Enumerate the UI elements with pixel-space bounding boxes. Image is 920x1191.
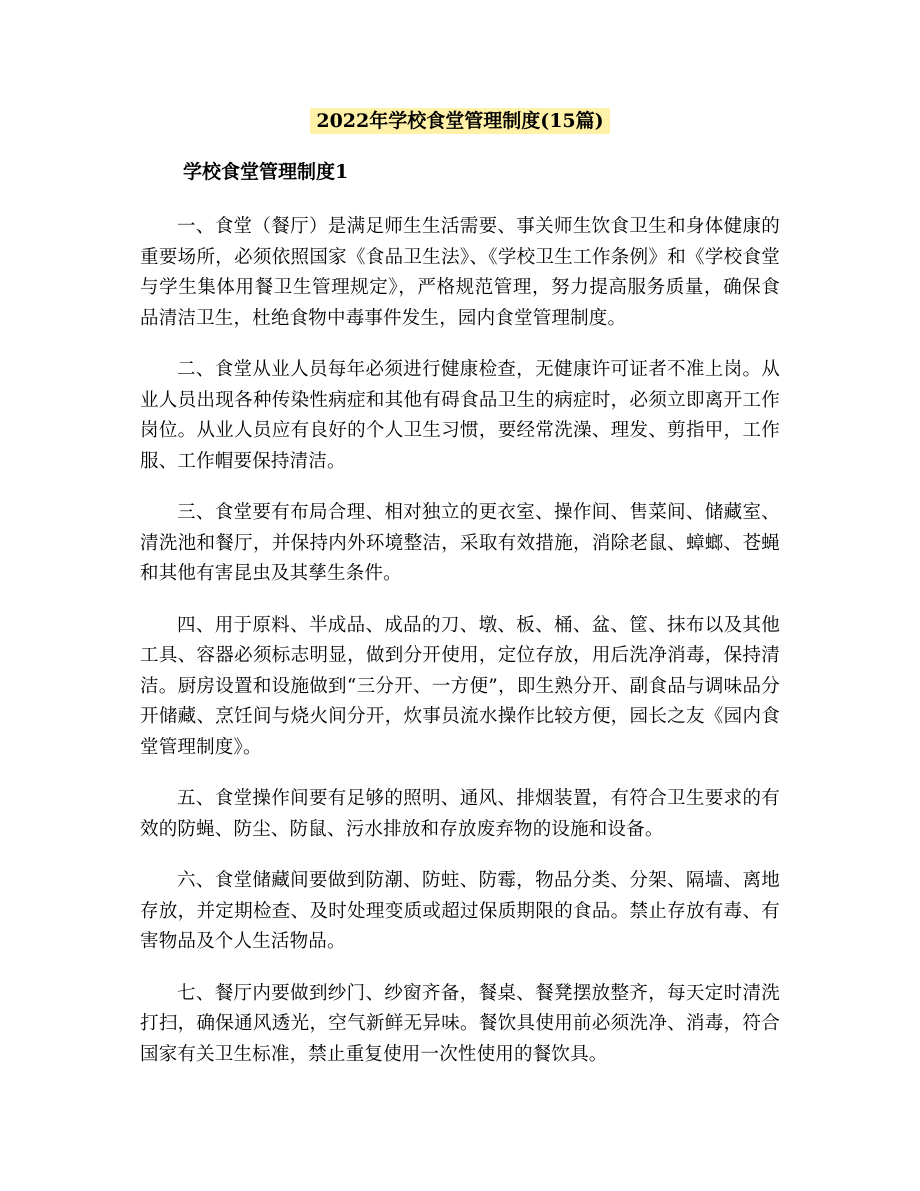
document-title — [0, 106, 920, 136]
document-title-highlight: 2022年学校食堂管理制度(15篇) — [310, 108, 609, 134]
document-body — [140, 212, 780, 1091]
paragraph-7: 七、餐厅内要做到纱门、纱窗齐备，餐桌、餐凳摆放整齐，每天定时清洗打扫，确保通风透光，空气新鲜无异味。餐饮具使用前必须洗净、消毒，符合国家有关卫生标准，禁止重复使用一次性使用的餐饮具。 — [140, 982, 780, 1065]
paragraph-5: 五、食堂操作间要有足够的照明、通风、排烟装置，有符合卫生要求的有效的防蝇、防尘、防鼠、污水排放和存放废弃物的设施和设备。 — [140, 788, 780, 840]
paragraph-2: 二、食堂从业人员每年必须进行健康检查，无健康许可证者不准上岗。从业人员出现各种传染性病症和其他有碍食品卫生的病症时，必须立即离开工作岗位。从业人员应有良好的个人卫生习惯，要经常洗澡、理发、剪指甲，工作服、工作帽要保持清洁。 — [140, 359, 780, 472]
paragraph-6: 六、食堂储藏间要做到防潮、防蛀、防霉，物品分类、分架、隔墙、离地存放，并定期检查、及时处理变质或超过保质期限的食品。禁止存放有毒、有害物品及个人生活物品。 — [140, 870, 780, 952]
section-heading: 学校食堂管理制度1 — [183, 161, 349, 183]
paragraph-3: 三、食堂要有布局合理、相对独立的更衣室、操作间、售菜间、储藏室、清洗池和餐厅，并保持内外环境整洁，采取有效措施，消除老鼠、蟑螂、苍蝇和其他有害昆虫及其孳生条件。 — [140, 502, 780, 584]
paragraph-1: 一、食堂（餐厅）是满足师生生活需要、事关师生饮食卫生和身体健康的重要场所，必须依照国家《食品卫生法》、《学校卫生工作条例》和《学校食堂与学生集体用餐卫生管理规定》，严格规范管理，努力提高服务质量，确保食品清洁卫生，杜绝食物中毒事件发生，园内食堂管理制度。 — [140, 216, 780, 329]
paragraph-4: 四、用于原料、半成品、成品的刀、墩、板、桶、盆、筐、抹布以及其他工具、容器必须标志明显，做到分开使用，定位存放，用后洗净消毒，保持清洁。厨房设置和设施做到“三分开、一方便”，即生熟分开、副食品与调味品分开储藏、烹饪间与烧火间分开，炊事员流水操作比较方便，园长之友《园内食堂管理制度》。 — [140, 614, 780, 758]
